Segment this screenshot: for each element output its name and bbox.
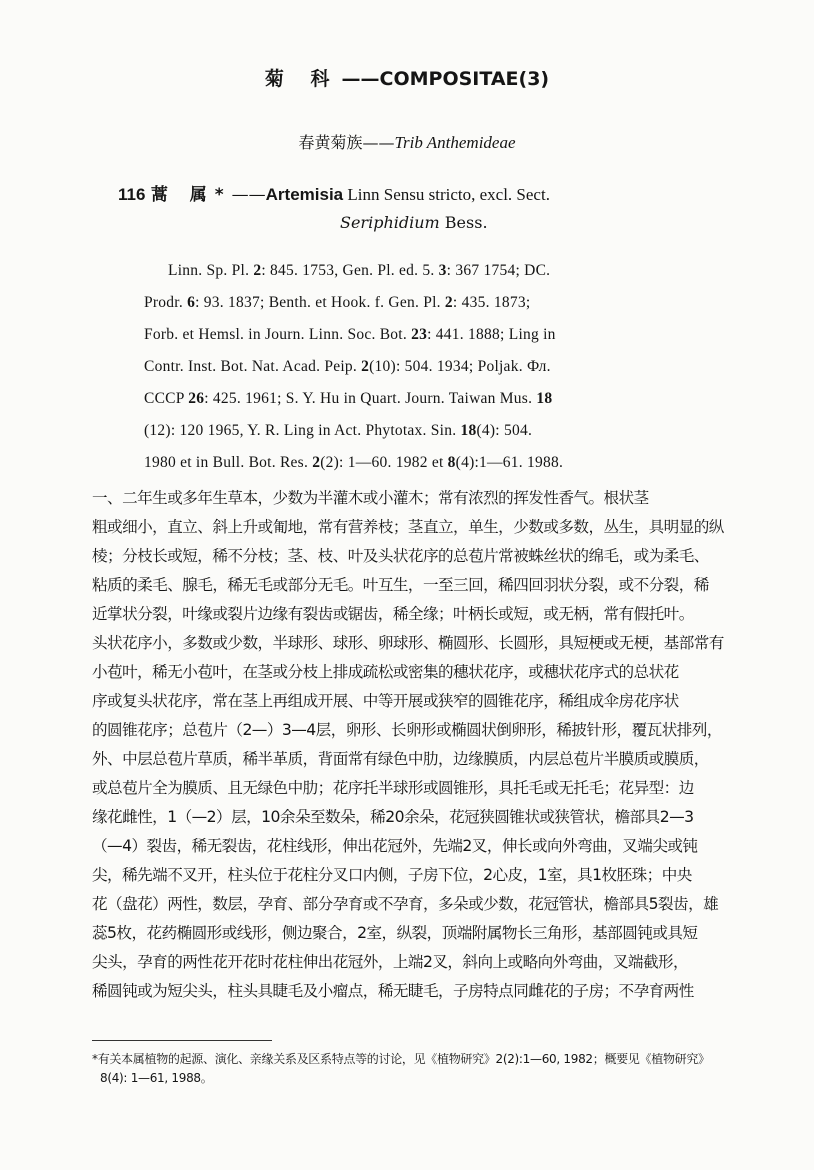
description-line: 一、二年生或多年生草本，少数为半灌木或小灌木；常有浓烈的挥发性香气。根状茎 [92,489,649,507]
description-line: 或总苞片全为膜质、且无绿色中肋；花序托半球形或圆锥形，具托毛或无托毛；花异型：边 [92,779,694,797]
description-line: （—4）裂齿，稀无裂齿，花柱线形，伸出花冠外，先端2叉，伸长或向外弯曲，叉端尖或钝 [92,837,698,855]
genus-authority: Linn Sensu stricto, excl. Sect. [343,185,550,204]
tribe-chinese: 春黄菊族—— [298,133,395,152]
tribe-heading [0,130,814,153]
description-line: 尖，稀先端不叉开，柱头位于花柱分叉口内侧，子房下位，2心皮，1室，具1枚胚珠；中央 [92,866,692,884]
description-line: 蕊5枚，花药椭圆形或线形，侧边聚合，2室，纵裂，顶端附属物长三角形，基部圆钝或具短 [92,924,698,942]
section-author: Bess. [439,213,488,232]
description-line: 近掌状分裂，叶缘或裂片边缘有裂齿或锯齿，稀全缘；叶柄长或短，或无柄，常有假托叶。 [92,605,694,623]
description-line: 花（盘花）两性，数层，孕育、部分孕育或不孕育，多朵或少数，花冠管状，檐部具5裂齿，雄 [92,895,719,913]
genus-number: 116 [118,185,146,204]
reference-line: (12): 120 1965, Y. R. Ling in Act. Phytotax. Sin. 18(4): 504. [144,422,533,439]
footnote-line: 8(4): 1—61, 1988。 [100,1071,213,1085]
description-line: 粗或细小，直立、斜上升或匍地，常有营养枝；茎直立，单生，少数或多数，丛生，具明显的纵 [92,518,724,536]
description-line: 序或复头状花序，常在茎上再组成开展、中等开展或狭窄的圆锥花序，稀组成伞房花序状 [92,692,679,710]
section-name: Seriphidium [340,213,440,232]
title-chinese: 菊 科 [264,68,340,90]
footnote-line: *有关本属植物的起源、演化、亲缘关系及区系特点等的讨论，见《植物研究》2(2):1—60, 1982；概要见《植物研究》 [92,1052,710,1066]
description-line: 尖头，孕育的两性花开花时花柱伸出花冠外，上端2叉，斜向上或略向外弯曲，叉端截形， [92,953,689,971]
description-line: 外、中层总苞片草质，稀半革质，背面常有绿色中肋，边缘膜质，内层总苞片半膜质或膜质， [92,750,709,768]
reference-line: Linn. Sp. Pl. 2: 845. 1753, Gen. Pl. ed. 5. 3: 367 1754; DC. [168,262,551,279]
description-line: 稀圆钝或为短尖头，柱头具睫毛及小瘤点，稀无睫毛，子房特点同雌花的子房；不孕育两性 [92,982,694,1000]
reference-line: Prodr. 6: 93. 1837; Benth. et Hook. f. Gen. Pl. 2: 435. 1873; [144,294,531,311]
footnote-divider [92,1040,272,1041]
description-line: 头状花序小，多数或少数，半球形、球形、卵球形、椭圆形、长圆形，具短梗或无梗，基部常有 [92,634,724,652]
reference-line: Forb. et Hemsl. in Journ. Linn. Soc. Bot. 23: 441. 1888; Ling in [144,326,556,343]
genus-dash: —— [231,185,266,205]
genus-section-line [340,213,488,232]
description-line: 缘花雌性，1（—2）层，10余朵至数朵，稀20余朵，花冠狭圆锥状或狭管状，檐部具2—3 [92,808,694,826]
genus-chinese: 蒿 属* [150,185,232,205]
genus-name: Artemisia [265,185,344,204]
description-line: 粘质的柔毛、腺毛，稀无毛或部分无毛。叶互生，一至三回，稀四回羽状分裂，或不分裂，稀 [92,576,709,594]
description-line: 棱；分枝长或短，稀不分枝；茎、枝、叶及头状花序的总苞片常被蛛丝状的绵毛，或为柔毛、 [92,547,709,565]
reference-line: CCCP 26: 425. 1961; S. Y. Hu in Quart. Journ. Taiwan Mus. 18 [144,390,553,407]
description-line: 的圆锥花序；总苞片（2—）3—4层，卵形、长卵形或椭圆状倒卵形，稀披针形，覆瓦状排列， [92,721,722,739]
reference-line: 1980 et in Bull. Bot. Res. 2(2): 1—60. 1982 et 8(4):1—61. 1988. [144,454,564,471]
title-latin: ——COMPOSITAE(3) [341,68,550,90]
description-line: 小苞叶，稀无小苞叶，在茎或分枝上排成疏松或密集的穗状花序，或穗状花序式的总状花 [92,663,679,681]
genus-heading [118,180,550,205]
page-title [0,64,814,91]
tribe-latin: Trib Anthemideae [394,133,516,152]
reference-line: Contr. Inst. Bot. Nat. Acad. Peip. 2(10): 504. 1934; Poljak. Фл. [144,358,551,375]
